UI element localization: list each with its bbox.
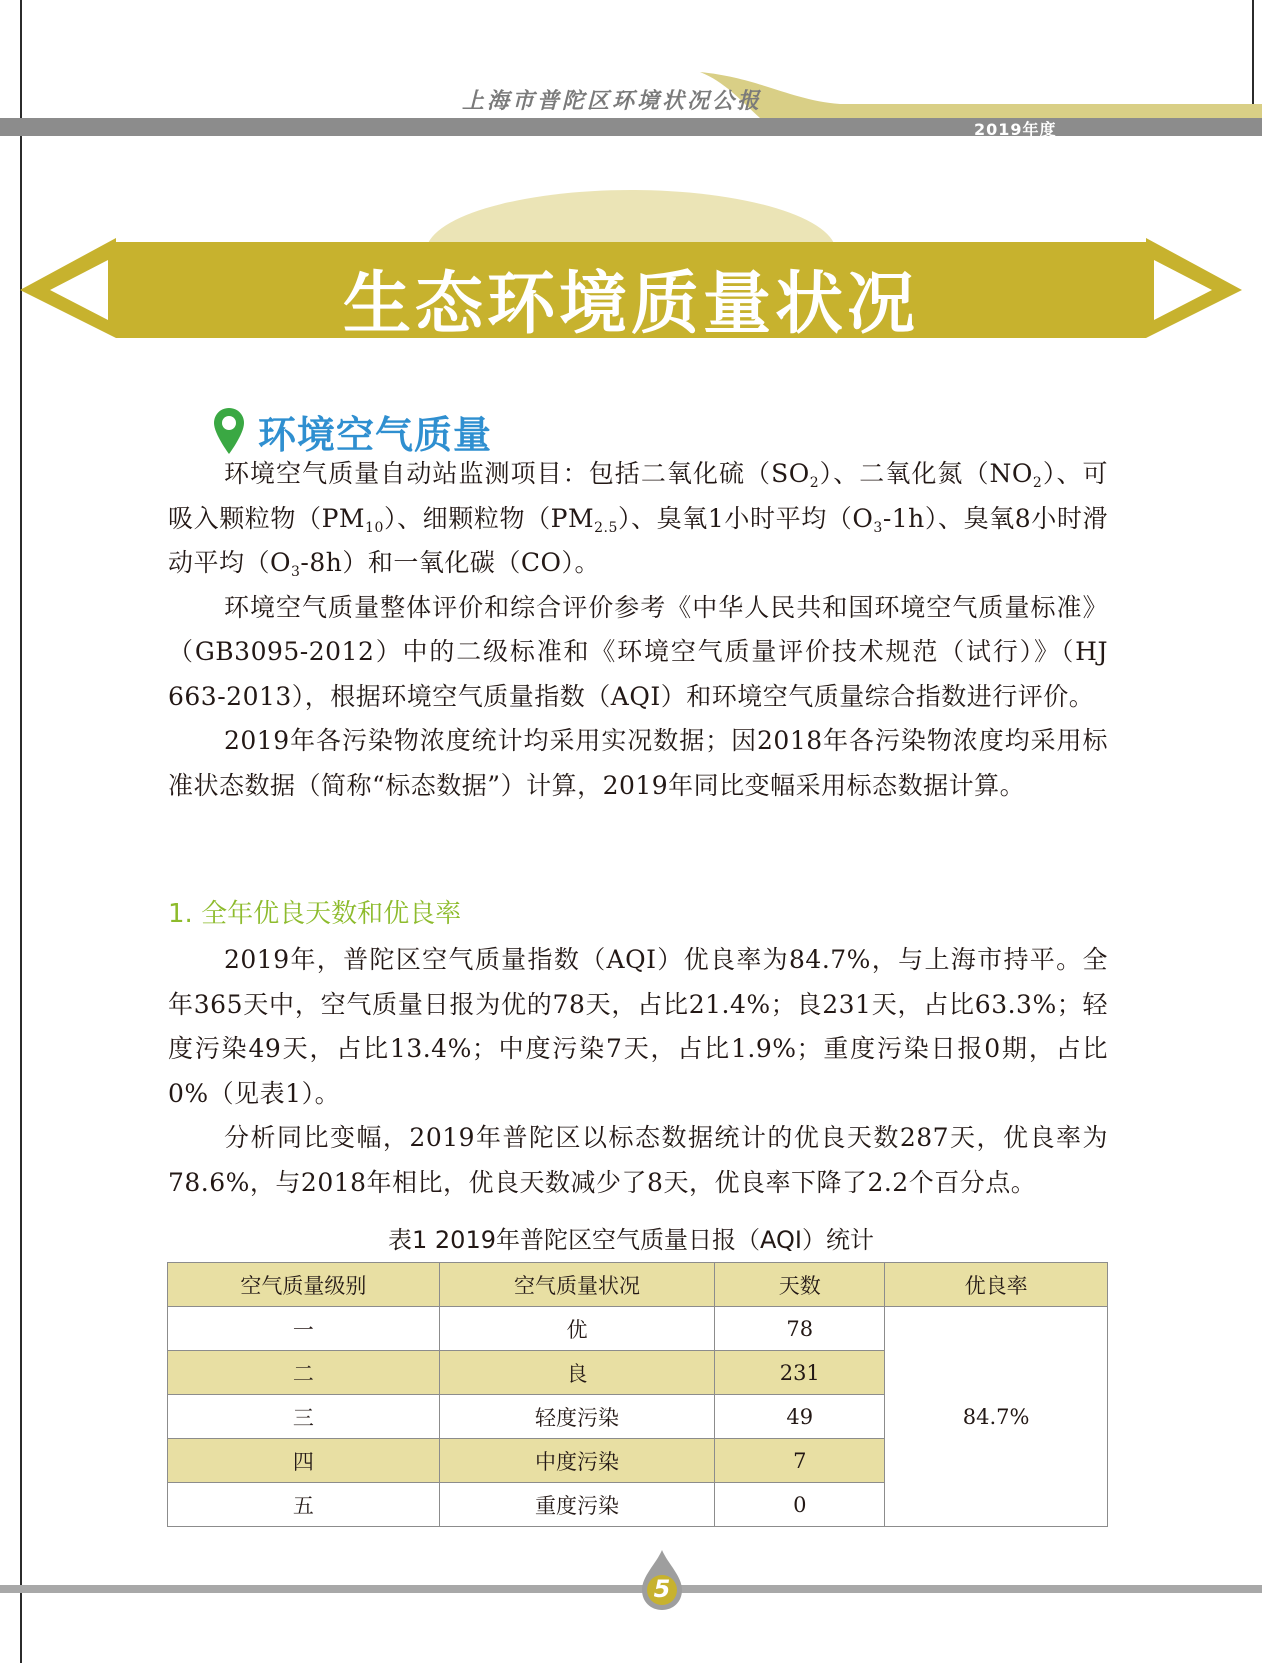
subheading-good-days: 1. 全年优良天数和优良率 <box>168 899 462 929</box>
paragraph-data-basis: 2019年各污染物浓度统计均采用实况数据；因2018年各污染物浓度均采用标准状态数据（简称“标态数据”）计算，2019年同比变幅采用标态数据计算。 <box>168 726 1108 800</box>
table-header-cell: 天数 <box>715 1263 885 1307</box>
body-paragraphs-top <box>168 452 1108 808</box>
table-cell: 231 <box>715 1351 885 1395</box>
table-header-row <box>168 1263 1108 1307</box>
aqi-statistics-table <box>167 1262 1108 1527</box>
table-cell: 三 <box>168 1395 440 1439</box>
table-row <box>168 1307 1108 1351</box>
table-cell: 49 <box>715 1395 885 1439</box>
paragraph-yoy-change: 分析同比变幅，2019年普陀区以标态数据统计的优良天数287天，优良率为78.6%，与2018年相比，优良天数减少了8天，优良率下降了2.2个百分点。 <box>168 1123 1108 1197</box>
table-cell: 78 <box>715 1307 885 1351</box>
table-cell: 轻度污染 <box>439 1395 715 1439</box>
table-cell: 二 <box>168 1351 440 1395</box>
table-header-cell: 空气质量级别 <box>168 1263 440 1307</box>
paragraph-evaluation-standard: 环境空气质量整体评价和综合评价参考《中华人民共和国环境空气质量标准》（GB3095-2012）中的二级标准和《环境空气质量评价技术规范（试行）》（HJ 663-2013），根据环境空气质量指数（AQI）和环境空气质量综合指数进行评价。 <box>168 592 1108 711</box>
table-caption: 表1 2019年普陀区空气质量日报（AQI）统计 <box>388 1226 874 1254</box>
table-cell: 四 <box>168 1439 440 1483</box>
table-cell: 五 <box>168 1483 440 1527</box>
paragraph-aqi-summary: 2019年，普陀区空气质量指数（AQI）优良率为84.7%，与上海市持平。全年365天中，空气质量日报为优的78天，占比21.4%；良231天，占比63.3%；轻度污染49天，占比13.4%；中度污染7天，占比1.9%；重度污染日报0期，占比0%（见表1）。 <box>168 945 1108 1108</box>
body-paragraphs-bottom <box>168 938 1108 1205</box>
good-rate-cell: 84.7% <box>885 1307 1108 1527</box>
table-cell: 一 <box>168 1307 440 1351</box>
location-pin-icon <box>212 406 246 456</box>
table-cell: 优 <box>439 1307 715 1351</box>
header-bar <box>0 118 1262 136</box>
footer-bar <box>0 1585 1262 1593</box>
table-cell: 中度污染 <box>439 1439 715 1483</box>
report-header-title: 上海市普陀区环境状况公报 <box>462 88 763 114</box>
table-header-cell: 空气质量状况 <box>439 1263 715 1307</box>
paragraph-monitoring-items: 环境空气质量自动站监测项目：包括二氧化硫$(SO_2)$、二氧化氮$(NO_2)$、可吸入颗粒物$(PM_{10})$、细颗粒物$(PM_{2.5})$、臭氧1小时平均$(O_3-1h)$、臭氧8小时滑动平均$(O_3-8h)$和一氧化碳（CO）。 <box>168 459 1109 580</box>
report-year: 2019年度 <box>974 120 1057 139</box>
table-cell: 0 <box>715 1483 885 1527</box>
table-cell: 7 <box>715 1439 885 1483</box>
page-number: 5 <box>653 1575 671 1603</box>
table-cell: 良 <box>439 1351 715 1395</box>
chapter-title: 生态环境质量状况 <box>342 265 919 344</box>
table-header-cell: 优良率 <box>885 1263 1108 1307</box>
section-title: 环境空气质量 <box>258 413 493 457</box>
table-cell: 重度污染 <box>439 1483 715 1527</box>
